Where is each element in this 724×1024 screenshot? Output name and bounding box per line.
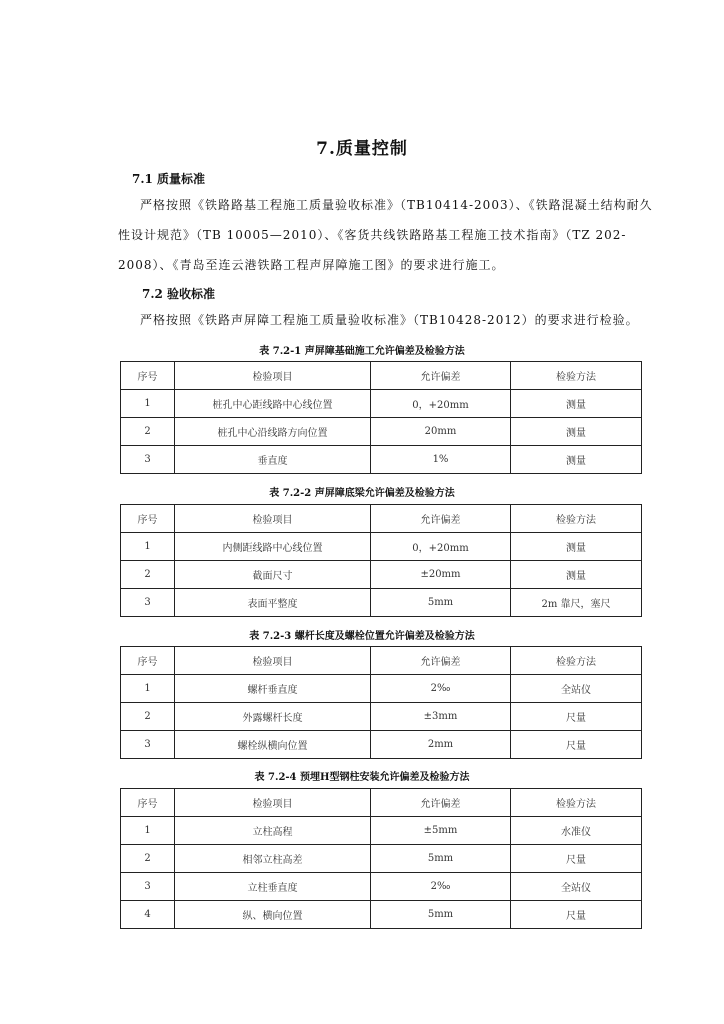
table-4 (120, 788, 642, 929)
table-row (121, 589, 642, 617)
table-cell: 20mm (371, 418, 511, 446)
table-cell: 1 (121, 390, 175, 418)
table-row (121, 817, 642, 845)
table-cell: 立柱高程 (175, 817, 371, 845)
header-cell: 检验方法 (511, 789, 642, 817)
table-cell: 1 (121, 817, 175, 845)
table-header-row (121, 362, 642, 390)
table-cell: 1 (121, 533, 175, 561)
header-cell: 允许偏差 (371, 362, 511, 390)
table-cell: 截面尺寸 (175, 561, 371, 589)
table-cell: 螺杆垂直度 (175, 675, 371, 703)
page-title: 7.质量控制 (316, 139, 408, 159)
table-cell: 3 (121, 731, 175, 759)
table-cell: 2 (121, 418, 175, 446)
header-cell: 检验项目 (175, 362, 371, 390)
table-cell: ±3mm (371, 703, 511, 731)
header-cell: 检验方法 (511, 647, 642, 675)
table-cell: 0，+20mm (371, 533, 511, 561)
table-cell: 立柱垂直度 (175, 873, 371, 901)
table-cell: 外露螺杆长度 (175, 703, 371, 731)
table-cell: 相邻立柱高差 (175, 845, 371, 873)
section-7-2-paragraph: 严格按照《铁路声屏障工程施工质量验收标准》（TB10428-2012）的要求进行检验。 (140, 313, 639, 327)
table-cell: 2 (121, 845, 175, 873)
table-cell: 0，+20mm (371, 390, 511, 418)
table-cell: 垂直度 (175, 446, 371, 474)
table-1 (120, 361, 642, 474)
table-cell: 2mm (371, 731, 511, 759)
table-cell: 5mm (371, 845, 511, 873)
table-cell: 1% (371, 446, 511, 474)
table-cell: 测量 (511, 533, 642, 561)
table-cell: 尺量 (511, 901, 642, 929)
table-2-caption: 表 7.2-2 声屏障底梁允许偏差及检验方法 (269, 488, 455, 499)
table-3-caption: 表 7.2-3 螺杆长度及螺栓位置允许偏差及检验方法 (249, 631, 475, 642)
header-cell: 允许偏差 (371, 647, 511, 675)
table-row (121, 901, 642, 929)
table-cell: 2 (121, 703, 175, 731)
table-cell: 水准仪 (511, 817, 642, 845)
table-4-caption: 表 7.2-4 预埋H型钢柱安装允许偏差及检验方法 (254, 772, 470, 783)
header-cell: 检验项目 (175, 647, 371, 675)
section-7-1-paragraph: 严格按照《铁路路基工程施工质量验收标准》（TB10414-2003）、《铁路混凝土结构耐久性设计规范》（TB 10005—2010）、《客货共线铁路路基工程施工技术指南》（TZ 202-2008）、《青岛至连云港铁路工程声屏障施工图》的要求进行施工。 (118, 198, 653, 272)
table-cell: ±5mm (371, 817, 511, 845)
table-header-row (121, 647, 642, 675)
table-cell: 全站仪 (511, 675, 642, 703)
section-heading-7-1: 7.1 质量标准 (132, 172, 206, 186)
table-cell: 2m 靠尺，塞尺 (511, 589, 642, 617)
table-3 (120, 646, 642, 759)
table-row (121, 703, 642, 731)
table-cell: 螺栓纵横向位置 (175, 731, 371, 759)
table-cell: 桩孔中心沿线路方向位置 (175, 418, 371, 446)
table-row (121, 418, 642, 446)
table-cell: 3 (121, 446, 175, 474)
header-cell: 检验项目 (175, 505, 371, 533)
header-cell: 允许偏差 (371, 789, 511, 817)
header-cell: 检验方法 (511, 505, 642, 533)
table-cell: 表面平整度 (175, 589, 371, 617)
header-cell: 序号 (121, 647, 175, 675)
table-cell: 3 (121, 589, 175, 617)
table-cell: 2‰ (371, 873, 511, 901)
table-cell: 尺量 (511, 703, 642, 731)
table-cell: 1 (121, 675, 175, 703)
table-cell: 5mm (371, 589, 511, 617)
table-cell: 测量 (511, 418, 642, 446)
table-cell: 5mm (371, 901, 511, 929)
table-cell: 全站仪 (511, 873, 642, 901)
table-cell: 测量 (511, 390, 642, 418)
table-cell: 内侧距线路中心线位置 (175, 533, 371, 561)
table-cell: 3 (121, 873, 175, 901)
table-1-caption: 表 7.2-1 声屏障基础施工允许偏差及检验方法 (259, 346, 465, 357)
header-cell: 序号 (121, 362, 175, 390)
table-row (121, 446, 642, 474)
table-row (121, 675, 642, 703)
table-row (121, 845, 642, 873)
table-header-row (121, 789, 642, 817)
section-heading-7-2: 7.2 验收标准 (142, 287, 216, 301)
table-cell: 尺量 (511, 731, 642, 759)
table-cell: 4 (121, 901, 175, 929)
table-cell: 尺量 (511, 845, 642, 873)
table-row (121, 390, 642, 418)
table-cell: 2‰ (371, 675, 511, 703)
table-row (121, 533, 642, 561)
table-cell: 桩孔中心距线路中心线位置 (175, 390, 371, 418)
header-cell: 允许偏差 (371, 505, 511, 533)
header-cell: 序号 (121, 505, 175, 533)
header-cell: 序号 (121, 789, 175, 817)
table-cell: 测量 (511, 446, 642, 474)
table-cell: 2 (121, 561, 175, 589)
table-row (121, 873, 642, 901)
table-header-row (121, 505, 642, 533)
header-cell: 检验项目 (175, 789, 371, 817)
header-cell: 检验方法 (511, 362, 642, 390)
table-cell: ±20mm (371, 561, 511, 589)
table-cell: 纵、横向位置 (175, 901, 371, 929)
table-cell: 测量 (511, 561, 642, 589)
table-row (121, 561, 642, 589)
table-row (121, 731, 642, 759)
table-2 (120, 504, 642, 617)
